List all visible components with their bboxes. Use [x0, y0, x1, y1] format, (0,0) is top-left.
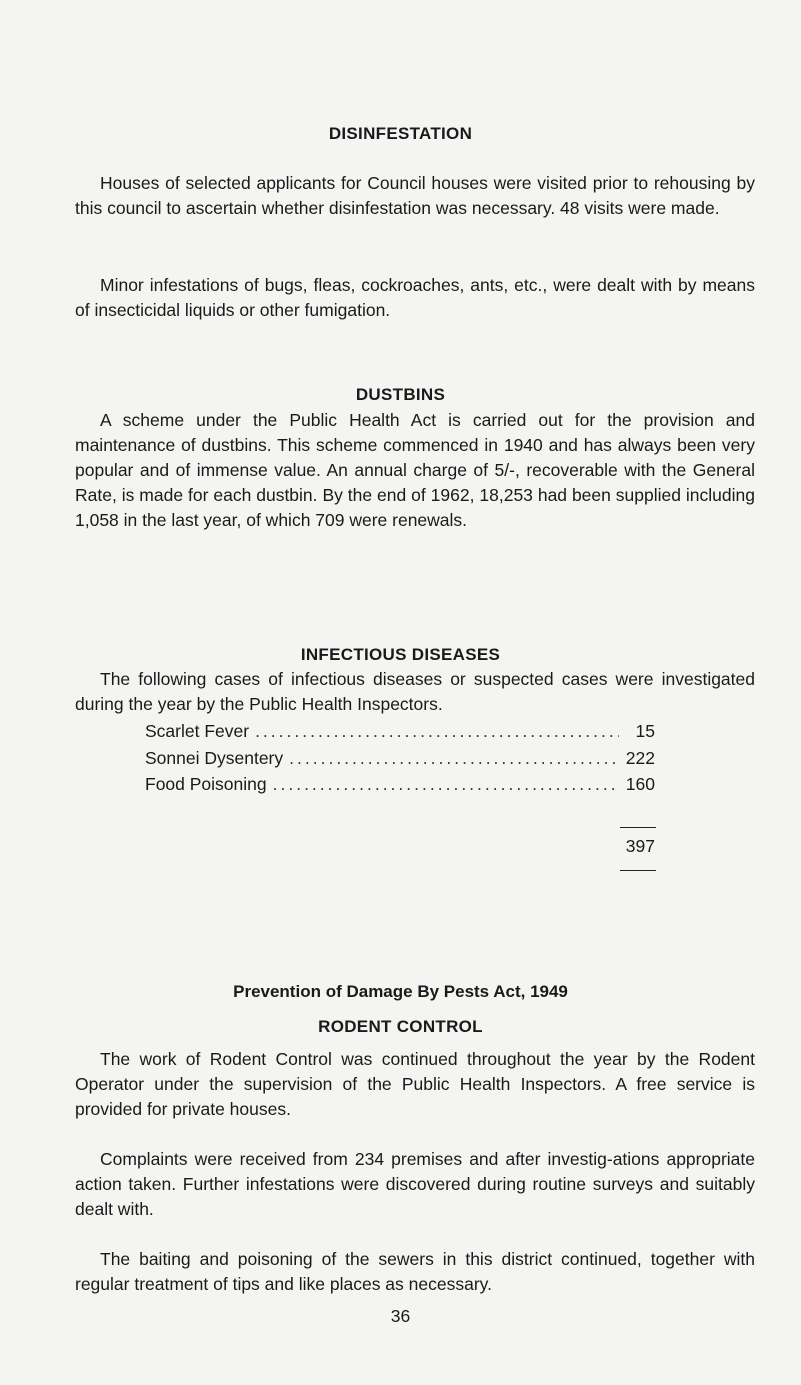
infectious-cases-table [145, 718, 655, 798]
disease-label: Food Poisoning [145, 774, 267, 794]
disinfestation-paragraph-2: Minor infestations of bugs, fleas, cockroaches, ants, etc., were dealt with by means of insecticidal liquids or other fumigation. [75, 275, 755, 320]
rodent-paragraph-3: The baiting and poisoning of the sewers in this district continued, together with regular treatment of tips and like places as necessary. [75, 1249, 755, 1294]
case-count: 15 [635, 721, 655, 741]
infectious-diseases-heading: INFECTIOUS DISEASES [300, 645, 501, 664]
rodent-paragraph-2: Complaints were received from 234 premises and after investig-ations appropriate action taken. Further infestations were discovered during routine surveys and suitably dealt with. [75, 1149, 755, 1219]
disease-label: Sonnei Dysentery [145, 747, 284, 768]
infectious-diseases-intro: The following cases of infectious diseases or suspected cases were investigated during the year by the Public Health Inspectors. [75, 669, 755, 714]
total-rule-bottom [620, 870, 656, 871]
dot-leader [273, 771, 619, 797]
total-rule-top [620, 827, 656, 828]
table-row [145, 718, 655, 745]
act-title: Prevention of Damage By Pests Act, 1949 [233, 982, 568, 1001]
dustbins-heading: DUSTBINS [355, 385, 446, 404]
page-number: 36 [390, 1306, 411, 1326]
table-row [145, 771, 655, 798]
rodent-paragraph-1: The work of Rodent Control was continued throughout the year by the Rodent Operator under the supervision of the Public Health Inspectors. A free service is provided for private houses. [75, 1049, 755, 1119]
table-row [145, 745, 655, 772]
dot-leader [289, 745, 619, 771]
case-count: 222 [625, 747, 655, 768]
disease-label: Scarlet Fever [145, 721, 250, 741]
rodent-control-heading: RODENT CONTROL [318, 1017, 483, 1036]
dustbins-paragraph: A scheme under the Public Health Act is carried out for the provision and maintenance of dustbins. This scheme commenced in 1940 and has always been very popular and of immense value. An annual charge of 5/-, recoverable with the General Rate, is made for each dustbin. By the end of 1962, 18,253 had been supplied including 1,058 in the last year, of which 709 were renewals. [75, 410, 755, 530]
case-count: 160 [625, 774, 655, 794]
disinfestation-heading: DISINFESTATION [328, 124, 473, 143]
cases-total: 397 [625, 836, 655, 856]
dot-leader [255, 718, 619, 744]
disinfestation-paragraph-1: Houses of selected applicants for Council houses were visited prior to rehousing by this council to ascertain whether disinfestation was necessary. 48 visits were made. [75, 173, 755, 218]
